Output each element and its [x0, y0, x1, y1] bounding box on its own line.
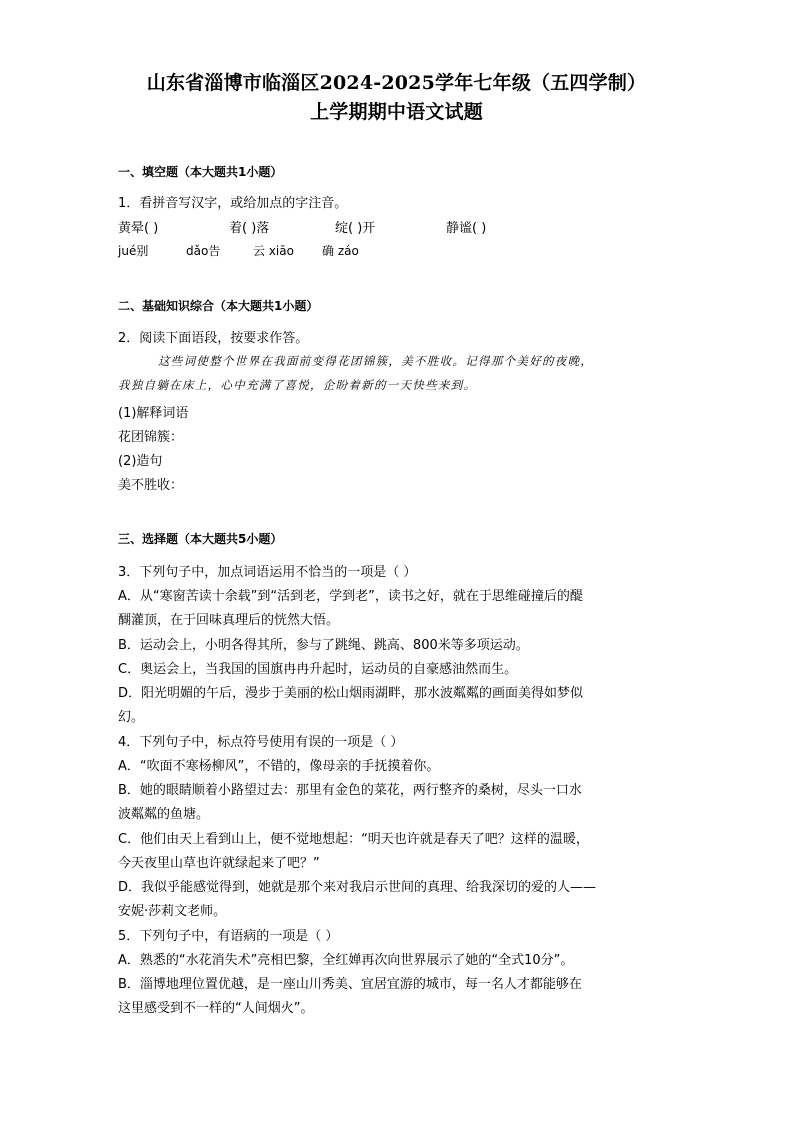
q4-option-d-cont: 安妮·莎莉文老师。: [118, 904, 227, 919]
q1-pinyin-dao: dǎo告: [186, 244, 221, 258]
q5-option-a: A．熟悉的“水花消失术”亮相巴黎，全红婵再次向世界展示了她的“全式10分”。: [118, 953, 574, 968]
document-title-line2: 上学期期中语文试题: [310, 101, 483, 123]
q3-option-d-cont: 幻。: [118, 710, 145, 725]
q3-option-a: A．从“寒窗苦读十余载”到“活到老，学到老”，读书之好，就在于思维碰撞后的醍: [118, 589, 583, 604]
sub2-label: (2)造句: [118, 454, 163, 469]
q3-option-d: D．阳光明媚的午后，漫步于美丽的松山烟雨湖畔，那水波粼粼的画面美得如梦似: [118, 686, 584, 701]
document-title-line1: 山东省淄博市临淄区2024-2025学年七年级（五四学制）: [146, 72, 647, 94]
q3-stem: 3．下列句子中，加点词语运用不恰当的一项是（ ）: [118, 565, 417, 580]
q4-option-a: A．“吹面不寒杨柳风”，不错的，像母亲的手抚摸着你。: [118, 759, 440, 774]
q1-blank-huangyun: 黄晕( ): [118, 221, 159, 236]
q3-option-b: B．运动会上，小明各得其所，参与了跳绳、跳高、800米等多项运动。: [118, 638, 529, 653]
sub2-item: 美不胜收：: [118, 478, 184, 493]
q4-option-c: C．他们由天上看到山上，便不觉地想起：“明天也许就是春天了吧？这样的温暖，: [118, 832, 589, 847]
q3-option-c: C．奥运会上，当我国的国旗冉冉升起时，运动员的自豪感油然而生。: [118, 662, 518, 677]
q4-option-c-cont: 今天夜里山草也许就绿起来了吧？”: [118, 856, 320, 871]
q5-stem: 5．下列句子中，有语病的一项是（ ）: [118, 929, 339, 944]
sub1-item: 花团锦簇：: [118, 430, 184, 445]
section3-heading: 三、选择题（本大题共5小题）: [118, 532, 283, 546]
q1-blank-zhuoluo: 着( )落: [229, 221, 270, 236]
section1-heading: 一、填空题（本大题共1小题）: [118, 165, 283, 179]
q3-option-a-cont: 醐灌顶，在于回味真理后的恍然大悟。: [118, 613, 340, 628]
question1-stem: 1．看拼音写汉字，或给加点的字注音。: [118, 196, 348, 211]
passage-line2: 我独自躺在床上，心中充满了喜悦，企盼着新的一天快些来到。: [118, 378, 477, 392]
section2-heading: 二、基础知识综合（本大题共1小题）: [118, 299, 319, 313]
q4-option-b: B．她的眼睛顺着小路望过去：那里有金色的菜花，两行整齐的桑树，尽头一口水: [118, 783, 582, 798]
q4-stem: 4．下列句子中，标点符号使用有误的一项是（ ）: [118, 735, 404, 750]
q4-option-b-cont: 波粼粼的鱼塘。: [118, 807, 210, 822]
q1-pinyin-jue: jué别: [118, 244, 149, 258]
q1-pinyin-zao: 确 záo: [322, 244, 359, 258]
q1-blank-zhankai: 绽( )开: [335, 221, 376, 236]
q5-option-b-cont: 这里感受到不一样的“人间烟火”。: [118, 1001, 314, 1016]
passage-line1: 这些词使整个世界在我面前变得花团锦簇，美不胜收。记得那个美好的夜晚，: [158, 354, 594, 368]
q4-option-d: D．我似乎能感觉得到，她就是那个来对我启示世间的真理、给我深切的爱的人——: [118, 880, 597, 895]
question2-stem: 2．阅读下面语段，按要求作答。: [118, 331, 309, 346]
q5-option-b: B．淄博地理位置优越，是一座山川秀美、宜居宜游的城市，每一名人才都能够在: [118, 977, 582, 992]
sub1-label: (1)解释词语: [118, 406, 189, 421]
q1-pinyin-xiao: 云 xiāo: [253, 244, 294, 258]
q1-blank-jingmi: 静谧( ): [446, 221, 487, 236]
